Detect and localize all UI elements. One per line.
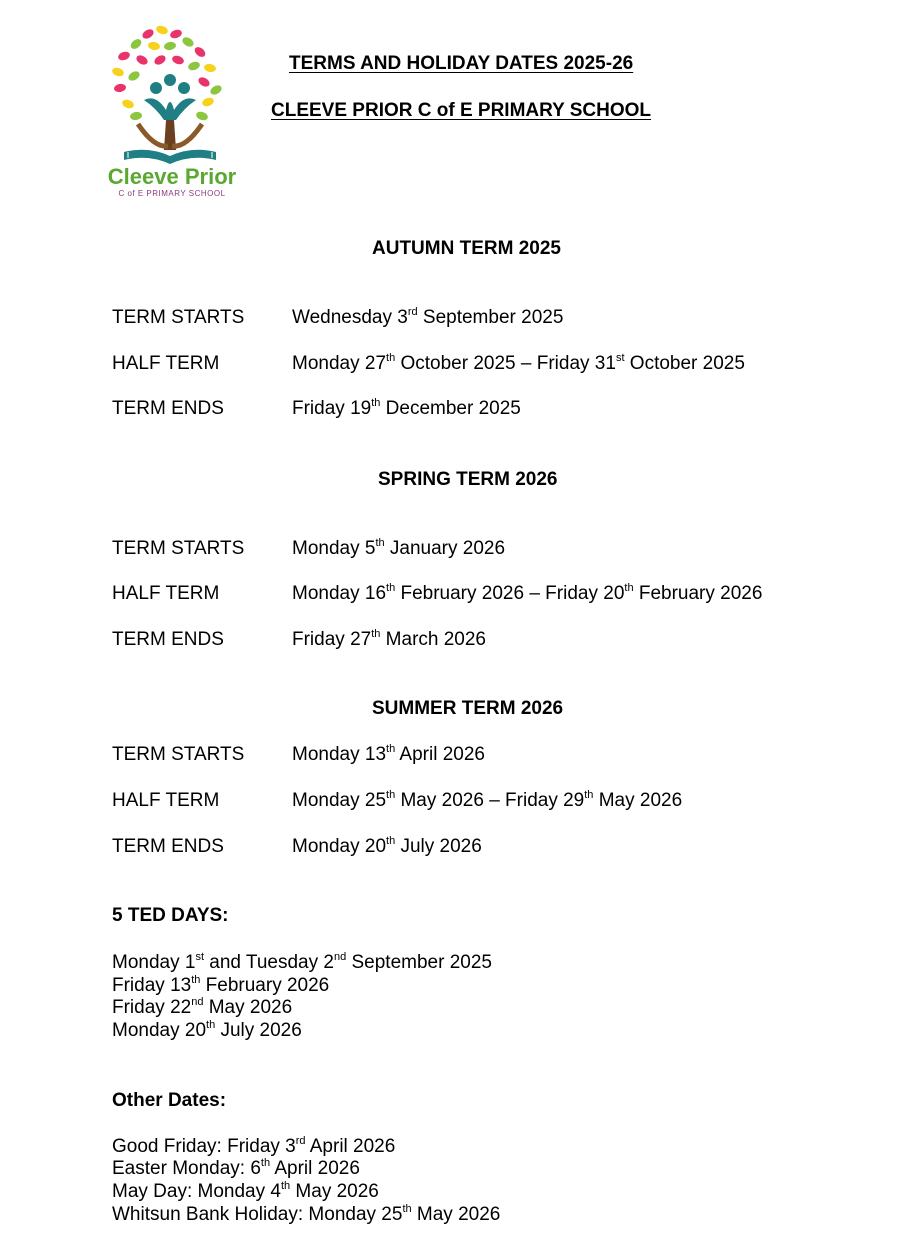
ted-days-heading: 5 TED DAYS: [112,905,229,926]
term-row-value: Friday 19th December 2025 [292,396,521,419]
term-row-value: Monday 27th October 2025 – Friday 31st October 2025 [292,351,745,374]
tree-figures [144,74,196,120]
open-book [124,150,216,164]
term-heading-spring: SPRING TERM 2026 [378,469,558,490]
ted-day-line: Monday 20th July 2026 [112,1018,302,1041]
term-row-value: Monday 20th July 2026 [292,834,482,857]
other-date-line: Good Friday: Friday 3rd April 2026 [112,1134,396,1157]
term-heading-summer: SUMMER TERM 2026 [372,698,564,719]
term-row-value: Friday 27th March 2026 [292,627,487,650]
term-row-value: Monday 13th April 2026 [292,742,485,765]
term-row-label: TERM ENDS [112,629,224,650]
term-row-label: TERM STARTS [112,538,245,559]
logo-title: Cleeve Prior [107,164,237,189]
term-row-label: TERM ENDS [112,836,224,857]
other-date-line: May Day: Monday 4th May 2026 [112,1179,379,1202]
term-row-value: Monday 16th February 2026 – Friday 20th February 2026 [292,581,763,604]
page-title: TERMS AND HOLIDAY DATES 2025-26 [289,53,634,74]
ted-day-line: Monday 1st and Tuesday 2nd September 2025 [112,950,492,973]
term-row-value: Monday 5th January 2026 [292,536,506,559]
term-row-value: Monday 25th May 2026 – Friday 29th May 2026 [292,788,683,811]
ted-day-line: Friday 13th February 2026 [112,973,330,996]
other-dates-heading: Other Dates: [112,1090,227,1111]
term-row-label: HALF TERM [112,583,220,604]
term-row-value: Wednesday 3rd September 2025 [292,305,564,328]
ted-day-line: Friday 22nd May 2026 [112,995,293,1018]
term-row-label: TERM ENDS [112,398,224,419]
school-name: CLEEVE PRIOR C of E PRIMARY SCHOOL [271,100,652,121]
logo-subtitle: C of E PRIMARY SCHOOL [118,189,226,198]
term-row-label: TERM STARTS [112,744,245,765]
other-date-line: Easter Monday: 6th April 2026 [112,1156,360,1179]
term-row-label: HALF TERM [112,790,220,811]
term-row-label: TERM STARTS [112,307,245,328]
term-heading-autumn: AUTUMN TERM 2025 [372,238,561,259]
term-row-label: HALF TERM [112,353,220,374]
other-date-line: Whitsun Bank Holiday: Monday 25th May 2026 [112,1202,501,1225]
hands-and-trunk [138,120,202,150]
